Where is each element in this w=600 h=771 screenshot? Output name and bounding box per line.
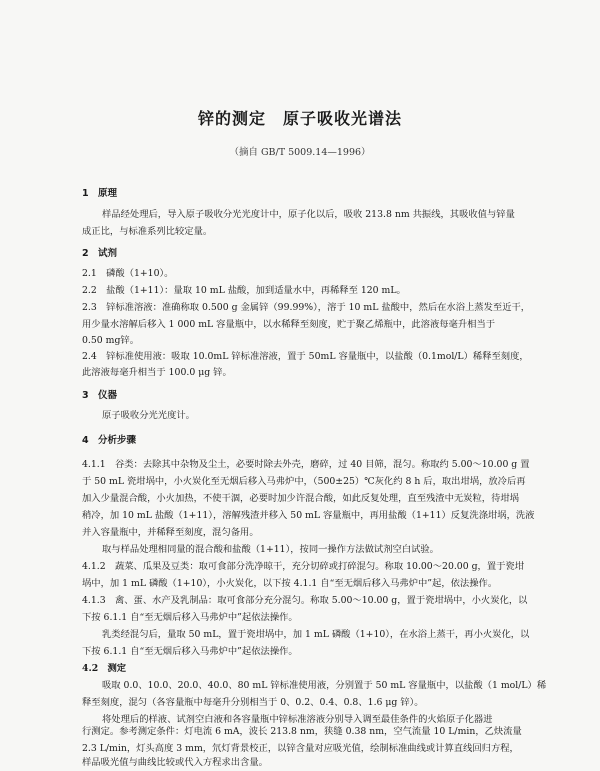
instrument-text: 原子吸收分光光度计。 xyxy=(102,410,195,421)
reagent-2-3-line: 2.3 锌标准溶液：准确称取 0.500 g 金属锌（99.99%），溶于 10 mL 盐酸中，然后在水浴上蒸发至近干， xyxy=(82,302,531,313)
measurement-line: 样品吸光值与曲线比较或代入方程求出含量。 xyxy=(82,757,268,768)
step-4-1-1-line: 4.1.1 谷类：去除其中杂物及尘土，必要时除去外壳，磨碎，过 40 目筛，混匀。称取约 5.00～10.00 g 置 xyxy=(82,459,530,470)
section-reagents-heading xyxy=(82,245,117,259)
document-source: （摘自 GB/T 5009.14—1996） xyxy=(229,147,371,158)
section-number: 1 xyxy=(82,188,89,199)
reagent-2-3-line: 用少量水溶解后移入 1 000 mL 容量瓶中，以水稀释至刻度，贮于聚乙烯瓶中，此溶液每毫升相当于 xyxy=(82,319,496,330)
step-4-1-1-line: 于 50 mL 瓷坩埚中，小火炭化至无烟后移入马弗炉中，（500±25）℃灰化约 8 h 后，取出坩埚，放冷后再 xyxy=(82,476,526,487)
step-4-1-3-line: 下按 6.1.1 自“至无烟后移入马弗炉中”起依法操作。 xyxy=(82,612,298,623)
reagent-2-2: 2.2 盐酸（1+11）：量取 10 mL 盐酸，加到适量水中，再稀释至 120 mL。 xyxy=(82,285,406,296)
measurement-line: 释至刻度，混匀（各容量瓶中每毫升分别相当于 0、0.2、0.4、0.8、1.6 μg 锌）。 xyxy=(82,697,424,708)
reagent-2-3-line: 0.50 mg锌。 xyxy=(82,335,140,346)
paragraph-line: 样品经处理后，导入原子吸收分光光度计中，原子化以后，吸收 213.8 nm 共振线，其吸收值与锌量 xyxy=(102,209,515,220)
section-number: 3 xyxy=(82,390,89,401)
blank-test-text: 取与样品处理相同量的混合酸和盐酸（1+11），按同一操作方法做试剂空白试验。 xyxy=(102,544,439,555)
step-4-1-1-line: 稍冷，加 10 mL 盐酸（1+11），溶解残渣并移入 50 mL 容量瓶中，再用盐酸（1+11）反复洗涤坩埚，洗液 xyxy=(82,510,535,521)
section-procedure-heading xyxy=(82,432,136,446)
section-title: 仪器 xyxy=(98,390,118,401)
reagent-2-1: 2.1 磷酸（1+10）。 xyxy=(82,268,174,279)
section-number: 2 xyxy=(82,248,89,259)
reagent-2-4-line: 此溶液每毫升相当于 100.0 μg 锌。 xyxy=(82,367,232,378)
document-title: 锌的测定 原子吸收光谱法 xyxy=(197,109,402,128)
measurement-line: 将处理后的样液、试剂空白液和各容量瓶中锌标准溶液分别导入调至最佳条件的火焰原子化器进 xyxy=(102,714,493,725)
measurement-line: 吸取 0.0、10.0、20.0、40.0、80 mL 锌标准使用液，分别置于 50 mL 容量瓶中，以盐酸（1 mol/L）稀 xyxy=(102,680,547,691)
milk-text-line: 下按 6.1.1 自“至无烟后移入马弗炉中”起依法操作。 xyxy=(82,646,298,657)
section-instruments-heading xyxy=(82,387,117,401)
section-title: 试剂 xyxy=(98,248,118,259)
milk-text-line: 乳类经混匀后，量取 50 mL，置于瓷坩埚中，加 1 mL 磷酸（1+10），在水浴上蒸干，再小火炭化，以 xyxy=(102,629,530,640)
section-title: 原理 xyxy=(98,188,118,199)
section-principle-heading xyxy=(82,185,117,199)
measurement-line: 行测定。参考测定条件：灯电流 6 mA，波长 213.8 nm，狭缝 0.38 nm，空气流量 10 L/min，乙炔流量 xyxy=(82,726,522,737)
step-4-1-1-line: 加入少量混合酸，小火加热，不使干涸，必要时加少许混合酸，如此反复处理，直至残渣中无炭粒，待坩埚 xyxy=(82,493,519,504)
subsection-measurement-heading: 4.2 测定 xyxy=(82,663,127,674)
step-4-1-3-line: 4.1.3 禽、蛋、水产及乳制品：取可食部分充分混匀。称取 5.00～10.00 g，置于瓷坩埚中，小火炭化，以 xyxy=(82,595,528,606)
section-number: 4 xyxy=(82,435,89,446)
section-title: 分析步骤 xyxy=(98,435,137,446)
paragraph-line: 成正比，与标准系列比较定量。 xyxy=(82,226,213,237)
step-4-1-2-line: 4.1.2 蔬菜、瓜果及豆类：取可食部分洗净晾干，充分切碎或打碎混匀。称取 10.00～20.00 g，置于瓷坩 xyxy=(82,561,525,572)
reagent-2-4-line: 2.4 锌标准使用液：吸取 10.0mL 锌标准溶液，置于 50mL 容量瓶中，以盐酸（0.1mol/L）稀释至刻度， xyxy=(82,351,529,362)
measurement-line: 2.3 L/min，灯头高度 3 mm，氘灯背景校正，以锌含量对应吸光值，绘制标准曲线或计算直线回归方程， xyxy=(82,743,519,754)
step-4-1-2-line: 埚中，加 1 mL 磷酸（1+10），小火炭化，以下按 4.1.1 自“至无烟后移入马弗炉中”起，依法操作。 xyxy=(82,578,498,589)
step-4-1-1-line: 并入容量瓶中，并稀释至刻度，混匀备用。 xyxy=(82,527,259,538)
